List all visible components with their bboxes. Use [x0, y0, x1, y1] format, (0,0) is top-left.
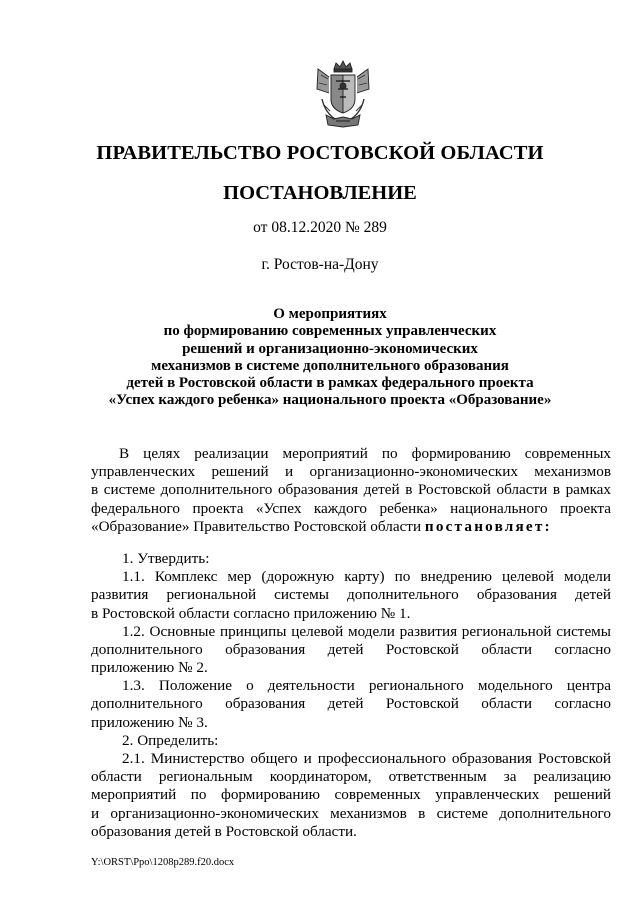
item-2-1-line: образования детей в Ростовской области.	[91, 822, 357, 840]
item-2: 2. Определить:	[122, 731, 219, 749]
item-1-3-line: 1.3. Положение о деятельности регионального модельного центра	[122, 677, 611, 695]
subject-line: решений и организационно-экономических	[182, 340, 478, 357]
item-2-1-line: мероприятий по формированию современных управленческих решений	[91, 786, 611, 804]
item-1-1-line: 1.1. Комплекс мер (дорожную карту) по внедрению целевой модели	[122, 568, 611, 586]
subject-line: механизмов в системе дополнительного образования	[151, 357, 509, 374]
item-2-1-line: области региональным координатором, ответственным за реализацию	[91, 768, 611, 786]
document-type: ПОСТАНОВЛЕНИЕ	[223, 182, 417, 204]
document-date-number: от 08.12.2020 № 289	[253, 219, 387, 236]
subject-line: «Успех каждого ребенка» национального проекта «Образование»	[108, 392, 552, 409]
item-1-2-line: 1.2. Основные принципы целевой модели развития региональной системы	[122, 622, 611, 640]
document-subject	[40, 306, 620, 410]
item-1: 1. Утвердить:	[122, 549, 210, 567]
document-city: г. Ростов-на-Дону	[261, 256, 379, 273]
preamble-last-line	[91, 518, 611, 536]
subject-line: О мероприятиях	[273, 306, 387, 322]
item-1-1-line: развития региональной системы дополнительного образования детей	[91, 586, 611, 604]
item-1-1-line: в Ростовской области согласно приложению № 1.	[91, 604, 411, 622]
file-path-footer: Y:\ORST\Ppo\1208p289.f20.docx	[91, 857, 235, 868]
preamble-line: управленческих решений и организационно-экономических механизмов	[91, 463, 611, 481]
preamble-line: «Образование» Правительство Ростовской области	[91, 517, 422, 535]
item-1-3-line: приложению № 3.	[91, 713, 208, 731]
decree-word: постановляет:	[424, 517, 552, 535]
item-2-1-line: и организационно-экономических механизмов в системе дополнительного	[91, 804, 611, 822]
government-title: ПРАВИТЕЛЬСТВО РОСТОВСКОЙ ОБЛАСТИ	[96, 142, 544, 164]
item-2-1-line: 2.1. Министерство общего и профессионального образования Ростовской	[122, 750, 611, 767]
document-body	[91, 445, 611, 841]
coat-of-arms-icon	[314, 59, 372, 129]
item-1-2-line: дополнительного образования детей Ростовской области согласно	[91, 640, 611, 658]
preamble-line: в системе дополнительного образования детей в Ростовской области в рамках	[91, 481, 611, 499]
subject-line: детей в Ростовской области в рамках федерального проекта	[126, 375, 534, 392]
item-1-3-line: дополнительного образования детей Ростовской области согласно	[91, 695, 611, 713]
preamble-line: федерального проекта «Успех каждого ребенка» национального проекта	[91, 499, 611, 517]
item-1-2-line: приложению № 2.	[91, 659, 208, 677]
subject-line: по формированию современных управленческих	[163, 323, 497, 340]
preamble-line: В целях реализации мероприятий по формированию современных	[119, 445, 611, 462]
